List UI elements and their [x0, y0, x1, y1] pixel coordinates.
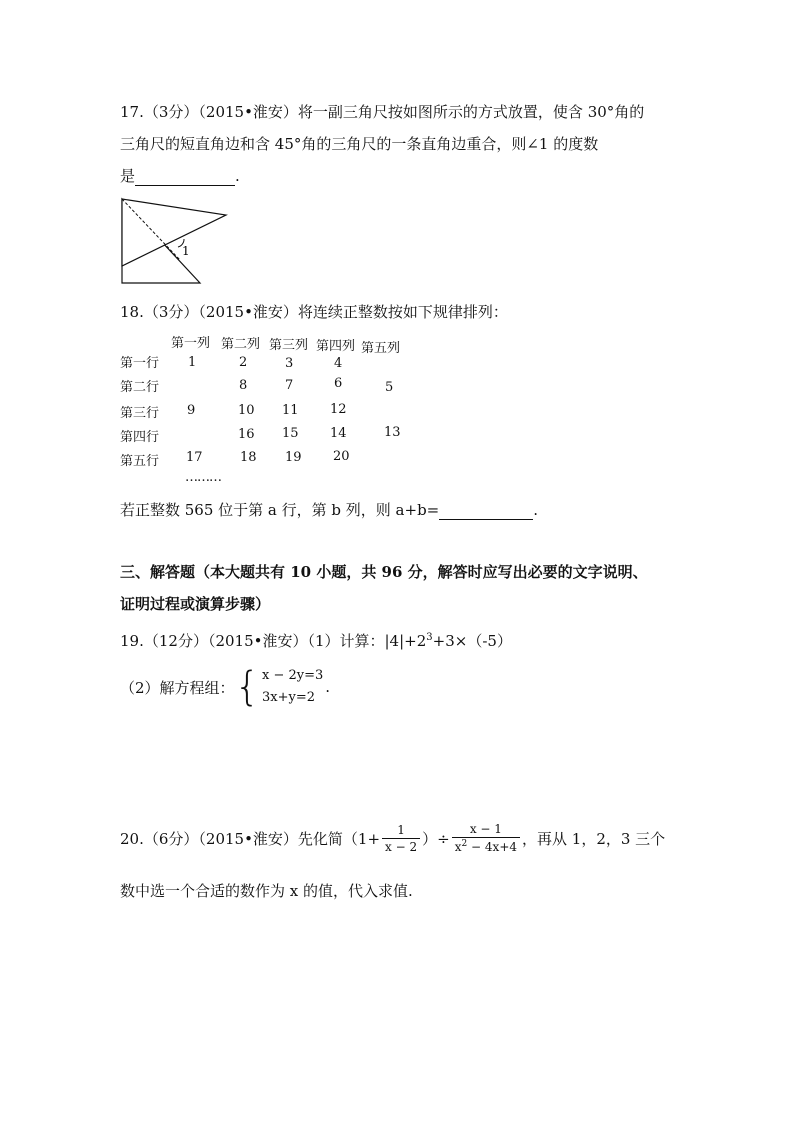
q19-part-2	[120, 665, 330, 709]
cell-r4-c2: 16	[238, 427, 255, 442]
cell-r1-c2: 2	[239, 355, 248, 370]
triangle-30deg	[122, 199, 226, 266]
q19-part-2-suffix: .	[325, 678, 331, 696]
q17-triangle-figure	[118, 195, 230, 287]
cell-r3-c4: 12	[330, 402, 347, 417]
q17-answer-blank	[135, 167, 235, 186]
cell-r5-c1: 17	[186, 450, 203, 465]
cell-r4-c4: 14	[330, 426, 347, 441]
col-header-1: 第一列	[171, 336, 211, 351]
fraction-1	[382, 823, 420, 854]
table-ellipsis: ………	[185, 470, 221, 485]
cell-r1-c1: 1	[188, 355, 197, 370]
q20-mid: ）÷	[422, 829, 450, 848]
cell-r3-c3: 11	[282, 403, 299, 418]
q19-exponent: 3	[426, 632, 433, 643]
q17-line-3-suffix: .	[235, 167, 240, 185]
cell-r4-c5: 13	[384, 425, 401, 440]
cell-r2-c4: 6	[334, 376, 343, 391]
q19-part-1-suffix: +3×（-5）	[432, 632, 512, 650]
cell-r5-c3: 19	[285, 450, 302, 465]
q17-line-3-prefix: 是	[120, 167, 136, 185]
row-label-2: 第二行	[120, 380, 160, 395]
fraction-1-denominator: x − 2	[382, 838, 420, 854]
col-header-2: 第二列	[221, 337, 261, 352]
section-3-heading-line-1: 三、解答题（本大题共有 10 小题，共 96 分，解答时应写出必要的文字说明、	[120, 563, 648, 581]
q19-part-2-prefix: （2）解方程组：	[120, 678, 235, 697]
q17-line-1: 17.（3分）（2015•淮安）将一副三角尺按如图所示的方式放置，使含 30°角的	[120, 103, 645, 121]
q17-line-3	[120, 165, 240, 186]
q19-part-1	[120, 630, 512, 651]
q18-question	[120, 499, 538, 520]
cell-r3-c1: 9	[187, 403, 196, 418]
q20-line-2: 数中选一个合适的数作为 x 的值，代入求值.	[120, 882, 413, 900]
equation-1: x − 2y=3	[262, 668, 324, 683]
fraction-2-denominator: $x^2 - 4x+4$	[452, 837, 520, 854]
cell-r2-c5: 5	[385, 380, 394, 395]
equation-brace: {	[234, 664, 260, 710]
cell-r5-c4: 20	[333, 449, 350, 464]
q18-question-suffix: .	[533, 501, 539, 519]
cell-r2-c3: 7	[285, 378, 294, 393]
row-label-5: 第五行	[120, 454, 160, 469]
row-label-1: 第一行	[120, 356, 160, 371]
cell-r2-c2: 8	[239, 378, 248, 393]
q19-part-1-prefix: 19.（12分）（2015•淮安）（1）计算：|4|+2	[120, 632, 427, 650]
section-3-heading-line-2: 证明过程或演算步骤）	[120, 595, 271, 613]
q20-suffix: ，再从 1，2，3 三个	[522, 829, 666, 848]
cell-r3-c2: 10	[238, 403, 255, 418]
fraction-2	[452, 822, 520, 854]
q18-question-prefix: 若正整数 565 位于第 a 行，第 b 列，则 a+b=	[120, 501, 440, 519]
cell-r4-c3: 15	[282, 426, 299, 441]
cell-r5-c2: 18	[240, 450, 257, 465]
col-header-5: 第五列	[361, 341, 401, 356]
fraction-2-numerator: x − 1	[469, 822, 502, 836]
equation-2: 3x+y=2	[262, 690, 316, 705]
q20-prefix: 20.（6分）（2015•淮安）先化简（1+	[120, 829, 381, 848]
fraction-1-numerator: 1	[397, 822, 405, 837]
cell-r1-c4: 4	[334, 356, 343, 371]
q18-answer-blank	[439, 501, 533, 520]
cell-r1-c3: 3	[285, 356, 294, 371]
angle-1-label: 1	[182, 244, 190, 258]
col-header-4: 第四列	[316, 339, 356, 354]
q20-line-1	[120, 822, 665, 854]
col-header-3: 第三列	[269, 338, 309, 353]
row-label-4: 第四行	[120, 430, 160, 445]
q18-intro: 18.（3分）（2015•淮安）将连续正整数按如下规律排列：	[120, 303, 508, 321]
row-label-3: 第三行	[120, 406, 160, 421]
q17-line-2: 三角尺的短直角边和含 45°角的三角尺的一条直角边重合，则∠1 的度数	[120, 135, 599, 153]
